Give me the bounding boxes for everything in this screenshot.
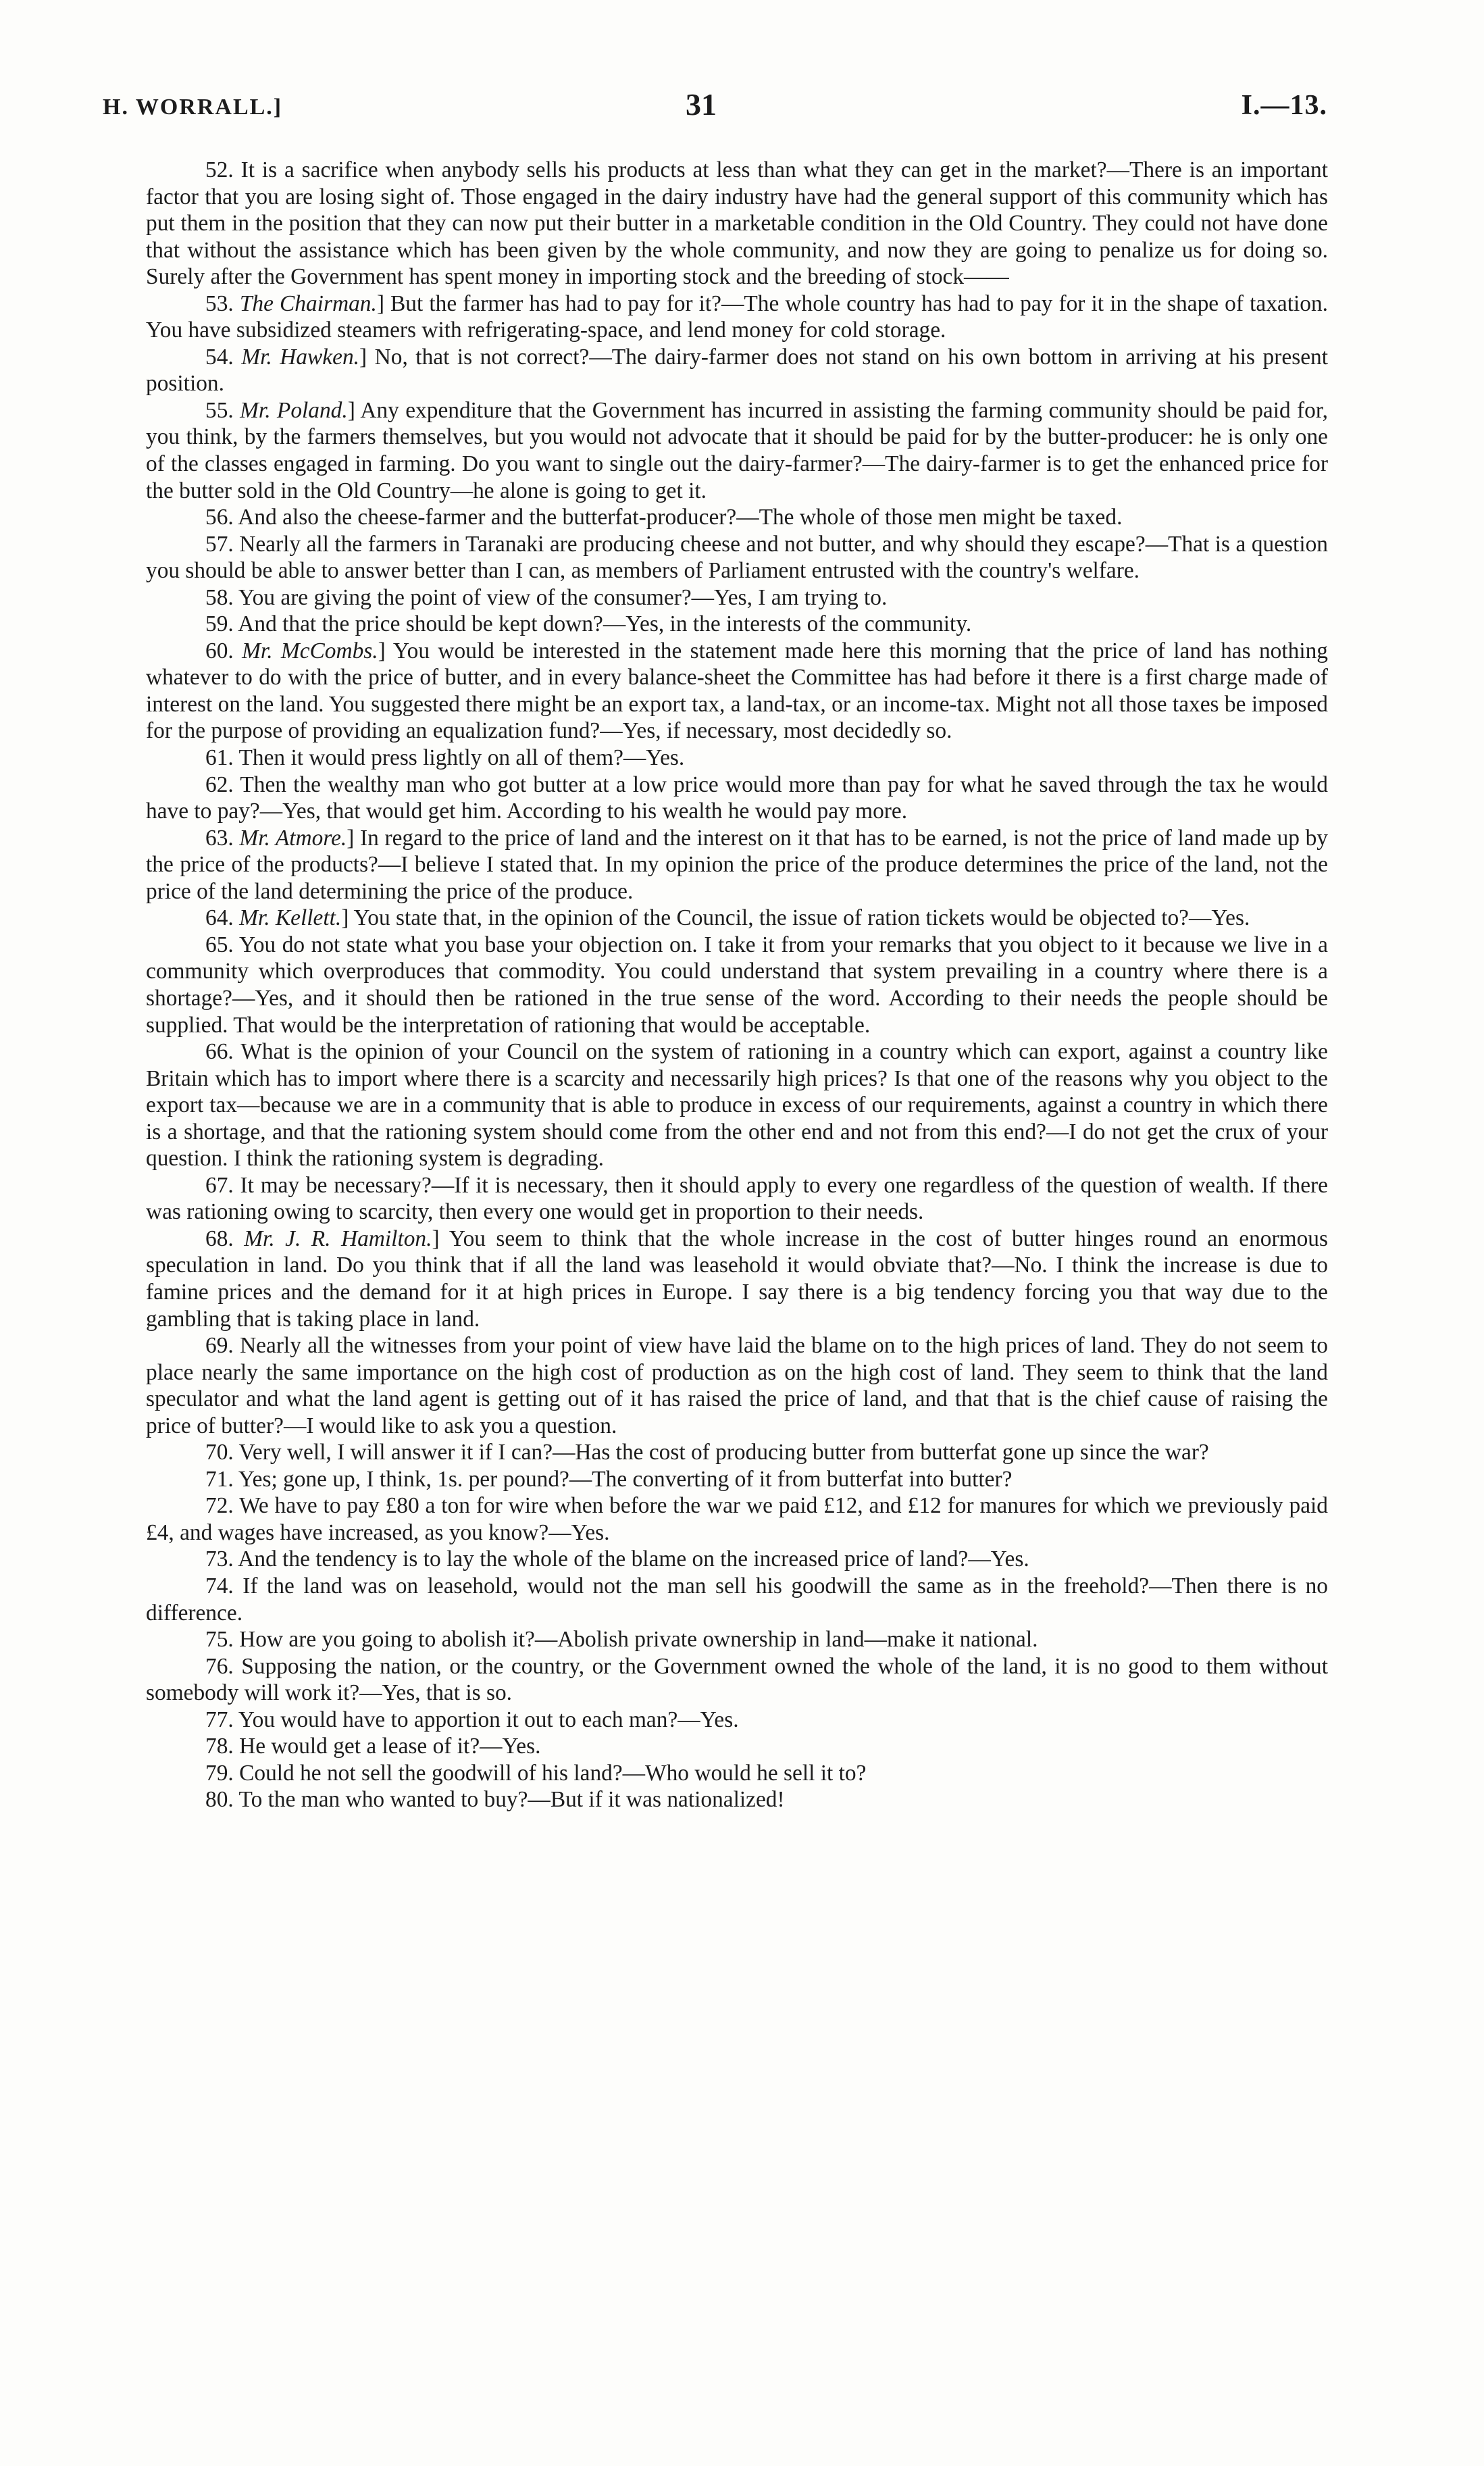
question-paragraph: 60. Mr. McCombs.] You would be interested in the statement made here this morning that the price of land has nothing whatever to do with the price of butter, and in every balance-sheet the Committee has had before it there is a first charge made of interest on the land. You suggested there might be an export tax, a land-tax, or an income-tax. Might not all those taxes be imposed for the purpose of providing an equalization fund?—Yes, if necessary, most decidedly so. (146, 638, 1328, 744)
question-paragraph: 63. Mr. Atmore.] In regard to the price of land and the interest on it that has to be earned, is not the price of land made up by the price of the products?—I believe I stated that. In my opinion the price of the produce determines the price of the land, not the price of the land determining the price of the produce. (146, 825, 1328, 904)
question-paragraph (146, 1546, 1328, 1573)
question-answer-text: To the man who wanted to buy?—But if it was nationalized! (238, 1787, 785, 1813)
speaker-name: Mr. Kellett. (239, 905, 342, 931)
question-answer-text: Nearly all the witnesses from your point of view have laid the blame on to the high prices of land. They do not seem to place nearly the same importance on the high cost of production as on the high cost of land. They seem to think that the land speculator and what the land agent is getting out of it has raised the price of land, and that that is the chief cause of raising the price of butter?—I would like to ask you a question. (146, 1333, 1328, 1438)
question-number: 80. (205, 1787, 234, 1813)
question-paragraph (146, 1707, 1328, 1734)
question-number: 72. (205, 1493, 234, 1519)
question-number: 67. (205, 1172, 234, 1198)
question-number: 77. (205, 1707, 234, 1732)
question-number: 59. (205, 611, 234, 637)
question-answer-text: We have to pay £80 a ton for wire when before the war we paid £12, and £12 for manures for which we previously paid £4, and wages have increased, as you know?—Yes. (146, 1493, 1329, 1545)
question-number: 73. (205, 1546, 234, 1572)
speaker-name: Mr. J. R. Hamilton. (244, 1226, 432, 1251)
question-answer-text: Then the wealthy man who got butter at a low price would more than pay for what he saved through the tax he would have to pay?—Yes, that would get him. According to his wealth he would pay more. (146, 772, 1328, 824)
question-answer-text: Then it would press lightly on all of them?—Yes. (238, 745, 685, 771)
question-paragraph (146, 531, 1328, 584)
question-answer-text: In regard to the price of land and the interest on it that has to be earned, is not the price of land made up by the price of the products?—I believe I stated that. In my opinion the price of the produce determines the price of the land, not the price of the land determining the price of the produce. (146, 825, 1328, 904)
question-paragraph: 55. Mr. Poland.] Any expenditure that the Government has incurred in assisting the farming community should be paid for, you think, by the farmers themselves, but you would not advocate that it should be paid for by the butter-producer: he is only one of the classes engaged in farming. Do you want to single out the dairy-farmer?—The dairy-farmer is to get the enhanced price for the butter sold in the Old Country—he alone is going to get it. (146, 397, 1328, 503)
question-paragraph (146, 932, 1328, 1038)
question-number: 76. (205, 1653, 234, 1679)
question-paragraph: 53. The Chairman.] But the farmer has had to pay for it?—The whole country has had to pay for it in the shape of taxation. You have subsidized steamers with refrigerating-space, and lend money for cold storage. (146, 291, 1328, 343)
question-number: 62. (205, 772, 234, 797)
question-answer-text: What is the opinion of your Council on the system of rationing in a country which can export, against a country like Britain which has to import where there is a scarcity and necessarily high prices? Is that one of the reasons why you object to the export tax—because we are in a community that is able to produce in excess of our requirements, against a country in which there is a shortage, and that the rationing system should come from the other end and not from this end?—I do not get the crux of your question. I think the rationing system is degrading. (146, 1039, 1328, 1172)
question-answer-text: He would get a lease of it?—Yes. (239, 1734, 541, 1759)
question-paragraph: 54. Mr. Hawken.] No, that is not correct?—The dairy-farmer does not stand on his own bottom in arriving at his present position. (146, 344, 1328, 397)
question-answer-text: And that the price should be kept down?—Yes, in the interests of the community. (238, 611, 972, 637)
question-answer-text: Could he not sell the goodwill of his land?—Who would he sell it to? (239, 1760, 867, 1786)
speaker-name: Mr. Atmore. (239, 825, 347, 851)
question-answer-text: Supposing the nation, or the country, or the Government owned the whole of the land, it is no good to them without somebody will work it?—Yes, that is so. (146, 1653, 1328, 1706)
speaker-name: Mr. Hawken. (241, 344, 359, 370)
question-paragraph (146, 1466, 1328, 1493)
question-paragraph (146, 1626, 1328, 1653)
question-answer-text: Any expenditure that the Government has incurred in assisting the farming community should be paid for, you think, by the farmers themselves, but you would not advocate that it should be paid for by the butter-producer: he is only one of the classes engaged in farming. Do you want to single out the dairy-farmer?—The dairy-farmer is to get the enhanced price for the butter sold in the Old Country—he alone is going to get it. (146, 397, 1328, 503)
question-number: 75. (205, 1627, 234, 1653)
question-answer-text: How are you going to abolish it?—Abolish private ownership in land—make it national. (239, 1627, 1038, 1653)
question-answer-text: You are giving the point of view of the consumer?—Yes, I am trying to. (238, 584, 888, 610)
question-paragraph (146, 772, 1328, 825)
header-witness-name: H. WORRALL.] (103, 95, 283, 120)
question-number: 71. (205, 1466, 234, 1492)
question-answer-text: Nearly all the farmers in Taranaki are producing cheese and not butter, and why should they escape?—That is a question you should be able to answer better than I can, as members of Parliament entrusted with the country's welfare. (146, 531, 1328, 584)
question-number: 56. (205, 505, 234, 530)
question-paragraph: 68. Mr. J. R. Hamilton.] You seem to think that the whole increase in the cost of butter hinges round an enormous speculation in land. Do you think that if all the land was leasehold it would obviate that?—No. I think the increase is due to famine prices and the demand for it at high prices in Europe. I say there is a big tendency forcing you that way due to the gambling that is taking place in land. (146, 1226, 1328, 1332)
question-number: 58. (205, 584, 234, 610)
question-answer-text: No, that is not correct?—The dairy-farmer does not stand on his own bottom in arriving at his present position. (146, 344, 1328, 397)
question-paragraph (146, 1733, 1328, 1760)
question-paragraph (146, 1573, 1328, 1626)
question-paragraph (146, 1172, 1328, 1226)
question-answer-text: You do not state what you base your objection on. I take it from your remarks that you object to it because we live in a community which overproduces that commodity. You could understand that system prevailing in a country where there is a shortage?—Yes, and it should then be rationed in the true sense of the word. According to their needs the people should be supplied. That would be the interpretation of rationing that would be acceptable. (146, 932, 1328, 1038)
page-header (0, 86, 1484, 134)
speaker-name: The Chairman. (239, 291, 377, 316)
question-paragraph (146, 1492, 1328, 1546)
question-paragraph (146, 1439, 1328, 1466)
question-answer-text: You would have to apportion it out to each man?—Yes. (238, 1707, 739, 1732)
question-answer-text: You seem to think that the whole increase in the cost of butter hinges round an enormous speculation in land. Do you think that if all the land was leasehold it would obviate that?—No. I think the increase is due to famine prices and the demand for it at high prices in Europe. I say there is a big tendency forcing you that way due to the gambling that is taking place in land. (146, 1226, 1328, 1332)
question-number: 64. (205, 905, 234, 931)
question-number: 79. (205, 1760, 234, 1786)
question-answer-text: It is a sacrifice when anybody sells his products at less than what they can get in the market?—There is an important factor that you are losing sight of. Those engaged in the dairy industry have had the general support of this community which has put them in the position that they can now put their butter in a marketable condition in the Old Country. They could not have done that without the assistance which has been given by the whole community, and now they are going to penalize us for doing so. Surely after the Government has spent money in importing stock and the breeding of stock—— (146, 157, 1328, 290)
evidence-text (146, 157, 1328, 1813)
question-number: 55. (205, 397, 234, 423)
question-answer-text: If the land was on leasehold, would not the man sell his goodwill the same as in the freehold?—Then there is no difference. (146, 1573, 1328, 1626)
question-number: 65. (205, 932, 234, 957)
question-answer-text: Very well, I will answer it if I can?—Has the cost of producing butter from butterfat gone up since the war? (238, 1440, 1209, 1465)
question-paragraph (146, 504, 1328, 531)
question-number: 74. (205, 1573, 234, 1599)
page-number: 31 (686, 87, 717, 122)
question-number: 52. (205, 157, 234, 182)
question-answer-text: And the tendency is to lay the whole of the blame on the increased price of land?—Yes. (238, 1546, 1029, 1572)
question-number: 68. (205, 1226, 234, 1251)
speaker-name: Mr. McCombs. (242, 638, 378, 663)
question-answer-text: Yes; gone up, I think, 1s. per pound?—The converting of it from butterfat into butter? (238, 1466, 1013, 1492)
question-paragraph (146, 1332, 1328, 1439)
question-number: 60. (205, 638, 234, 663)
question-answer-text: And also the cheese-farmer and the butterfat-producer?—The whole of those men might be taxed. (238, 505, 1123, 530)
question-number: 61. (205, 745, 234, 771)
question-number: 66. (205, 1039, 234, 1065)
question-paragraph (146, 157, 1328, 291)
question-paragraph (146, 584, 1328, 611)
question-number: 70. (205, 1440, 234, 1465)
question-answer-text: You state that, in the opinion of the Council, the issue of ration tickets would be objected to?—Yes. (353, 905, 1250, 931)
speaker-name: Mr. Poland. (240, 397, 348, 423)
question-number: 54. (205, 344, 234, 370)
question-number: 53. (205, 291, 234, 316)
question-answer-text: But the farmer has had to pay for it?—The whole country has had to pay for it in the shape of taxation. You have subsidized steamers with refrigerating-space, and lend money for cold storage. (146, 291, 1328, 343)
question-paragraph (146, 1786, 1328, 1813)
question-number: 57. (205, 531, 234, 557)
question-paragraph (146, 1653, 1328, 1707)
question-number: 78. (205, 1734, 234, 1759)
question-number: 63. (205, 825, 234, 851)
question-answer-text: It may be necessary?—If it is necessary, then it should apply to every one regardless of the question of wealth. If there was rationing owing to scarcity, then every one would get in proportion to their needs. (146, 1172, 1328, 1225)
question-paragraph (146, 1760, 1328, 1787)
document-reference: I.—13. (1241, 90, 1327, 121)
question-paragraph (146, 1038, 1328, 1172)
question-paragraph (146, 611, 1328, 638)
question-paragraph (146, 745, 1328, 772)
question-paragraph: 64. Mr. Kellett.] You state that, in the opinion of the Council, the issue of ration tickets would be objected to?—Yes. (205, 905, 1250, 931)
question-number: 69. (205, 1333, 234, 1359)
question-answer-text: You would be interested in the statement made here this morning that the price of land has nothing whatever to do with the price of butter, and in every balance-sheet the Committee has had before it there is a first charge made of interest on the land. You suggested there might be an export tax, a land-tax, or an income-tax. Might not all those taxes be imposed for the purpose of providing an equalization fund?—Yes, if necessary, most decidedly so. (146, 638, 1328, 744)
